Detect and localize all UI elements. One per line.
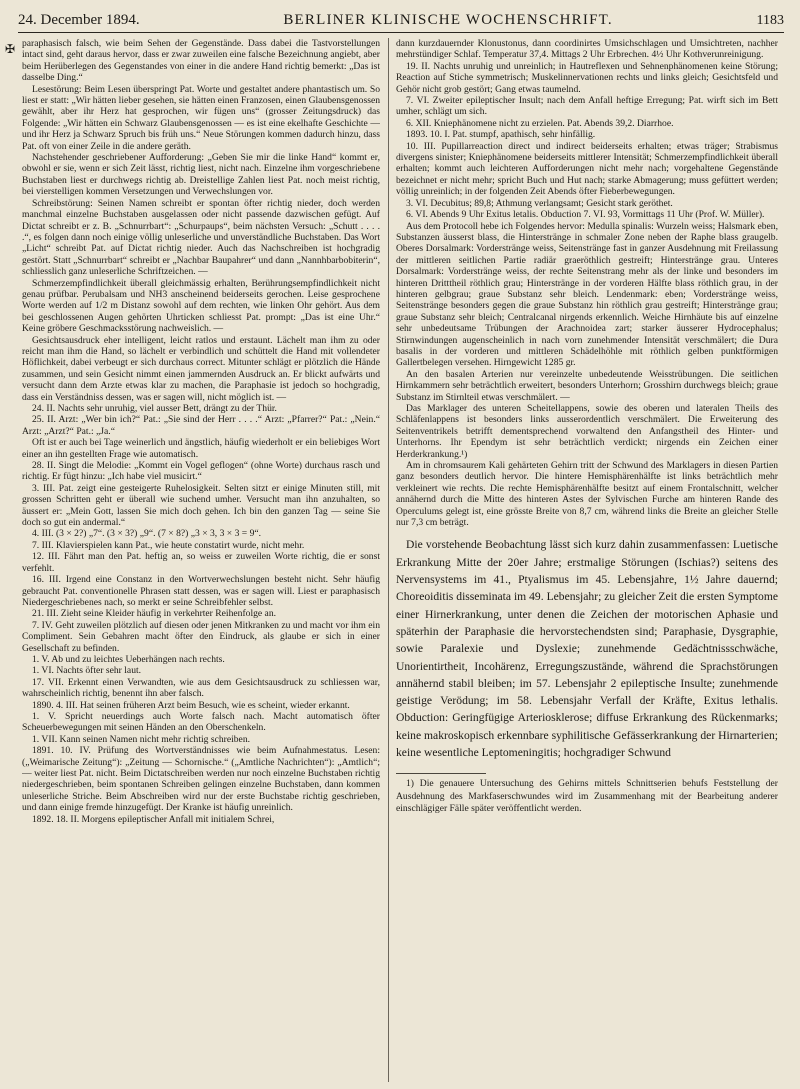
- paragraph: Lesestörung: Beim Lesen überspringt Pat. Worte und gestaltet andere phantastisch um. So liest er statt: „Wir hätten lieber gesehen, sie hätten einen Franzosen, einen Glaubensgenossen gewählt, aber ihr Herz hat gesprochen, wir fügen uns“ (grosser Zeitungsdruck) das Folgende: „Wir hätten ein Schwarz Glaubensgenossen — es ist eine ekelhafte Geschichte — und ihr Herz ja Schwarz Spruch bis früh uns.“ Neue Störungen kommen dadurch hinzu, dass Pat. oft von einer Zeile in die andere geräth.: [22, 83, 380, 152]
- footnote-rule: [396, 773, 486, 774]
- margin-mark: ✠: [5, 42, 16, 56]
- paragraph: 6. VI. Abends 9 Uhr Exitus letalis. Obduction 7. VI. 93, Vormittags 11 Uhr (Prof. W. Müller).: [406, 209, 765, 221]
- paragraph: Schmerzempfindlichkeit überall gleichmässig erhalten, Berührungsempfindlichkeit nicht genau prüfbar. Perubalsam und NH3 anscheinend beiderseits gerochen. Leise gesprochene Worte werden auf 1/2 m Distanz sowohl auf dem rechten, wie linken Ohr gehört. Aus dem bei geschlossenen Augen gehörten Uhrticken schliesst Pat. prompt: „Das ist eine Uhr.“ Keine gröbere Geschmacksstörung nachweislich. —: [22, 277, 380, 335]
- paragraph: 1890. 4. III. Hat seinen früheren Arzt beim Besuch, wie es scheint, wieder erkannt.: [32, 699, 350, 711]
- paragraph: 7. IV. Geht zuweilen plötzlich auf diesen oder jenen Mitkranken zu und macht vor ihm ein Compliment. Sein Gebahren macht öfter den Eindruck, als glaube er sich in einer Gesellschaft zu befinden.: [22, 619, 380, 654]
- paragraph: Am in chromsaurem Kali gehärteten Gehirn tritt der Schwund des Marklagers in diesen Partien ganz besonders deutlich hervor. Die hintere Hemisphärenhälfte ist links beträchtlich mehr verkleinert wie rechts. Die rechte Hemisphärenhälfte besitzt auf einem Frontalschnitt, welcher annähernd durch die Mitte des hinteren Astes der Sylvischen Furche am hinteren Rande des Operculums gelegt ist, eine grösste Breite von 8,7 cm, während links die Breite an gleicher Stelle nur 7,3 cm beträgt.: [396, 460, 778, 529]
- paragraph: 17. VII. Erkennt einen Verwandten, wie aus dem Gesichtsausdruck zu schliessen war, wahrscheinlich richtig, benennt ihn aber falsch.: [22, 676, 380, 700]
- paragraph: 1892. 18. II. Morgens epileptischer Anfall mit initialem Schrei,: [32, 813, 275, 825]
- paragraph: Schreibstörung: Seinen Namen schreibt er spontan öfter richtig nieder, doch werden manchmal einzelne Buchstaben ausgelassen oder nicht passende dazwischen gefügt. Auf Dictat schreibt er z. B. „Schnurrbart“: „Schurpaups“, beim nächsten Versuch: „Schutt . . . . .“, es folgen dann noch einige völlig unleserliche und unverständliche Buchstaben. Das Wort „Licht“ schreibt Pat. auf Dictat richtig nieder. Auch das Nachschreiben ist hochgradig gestört. Statt „Schnurrbart“ schreibt er „Nachbar Baupahrer“ und dann „Nannhbarbobiterin“, schliesslich ganz unleserliche Schriftzeichen. —: [22, 197, 380, 278]
- footnote: 1) Die genauere Untersuchung des Gehirns mittels Schnittserien behufs Feststellung der Ausdehnung des Markfaserschwundes wird im Zusammenhang mit der Bearbeitung anderer einschlägiger Fälle später veröffentlicht werden.: [396, 778, 778, 814]
- paragraph: 4. III. (3 × 2?) „7“. (3 × 3?) „9“. (7 × 8?) „3 × 3, 3 × 3 = 9“.: [32, 528, 262, 540]
- paragraph: 24. II. Nachts sehr unruhig, viel ausser Bett, drängt zu der Thür.: [32, 403, 277, 414]
- paragraph: 1. VI. Nachts öfter sehr laut.: [32, 665, 142, 677]
- paragraph: 28. II. Singt die Melodie: „Kommt ein Vogel geflogen“ (ohne Worte) durchaus rasch und richtig. Er fügt hinzu: „Ich habe viel musicirt.“: [22, 460, 380, 483]
- left-column: [22, 38, 380, 1084]
- paragraph: 25. II. Arzt: „Wer bin ich?“ Pat.: „Sie sind der Herr . . . .“ Arzt: „Pfarrer?“ Pat.: „Nein.“ Arzt: „Arzt?“ Pat.: „Ja.“: [22, 414, 380, 437]
- paragraph: An den basalen Arterien nur vereinzelte unbedeutende Weisstrübungen. Die seitlichen Hirnkammern sehr beträchtlich erweitert, besonders Unterhorn; Grosshirn durchwegs bleich; graue Substanz im Stirnlteil etwas verschmälert. —: [396, 368, 778, 403]
- paragraph: 21. III. Zieht seine Kleider häufig in verkehrter Reihenfolge an.: [32, 608, 277, 620]
- paragraph: 1893. 10. I. Pat. stumpf, apathisch, sehr hinfällig.: [406, 129, 596, 141]
- paragraph: Aus dem Protocoll hebe ich Folgendes hervor: Medulla spinalis: Wurzeln weiss; Halsmark eben, Substanzen äusserst blass, die Hinterstränge in schmaler Zone neben der Raphe blass graugelb. Oberes Dorsalmark: Vorderstränge weiss, Seitenstränge fast in ganzer Ausdehnung mit Freilassung der mittleren seitlichen Partie radiär graeröthlich gestreift; Hinterstränge grau. Unteres Dorsalmark: Vorderstränge weiss, der rechte Seitenstrang mehr als der linke und besonders im hinteren Dritttheil röthlich grau; Hinterstränge in der vorderen Hälfte blass röthlich grau, in der hinteren gelbgrau; graue Substanz sehr bleich. Lendenmark: eben; Vorderstränge weiss, Seitenstränge besonders gegen die graue Substanz hin röthlich grau gestreift; Hinterstränge grau; graue Substanz sehr bleich; Centralcanal nirgends erkennlich. Weiche Hirnhäute bis auf einzelne sehr unbedeutsame Trübungen der Arachnoidea zart; starker äusserer Hydrocephalus; Stirnwindungen augenscheinlich in nach vorn zunehmender Intensität verschmälert; die Dura basalis in der vorderen und mittleren Schädelhöhle mit röthlich gelben punktförmigen Gallertbelegen versehen. Hirngewicht 1285 gr.: [396, 220, 778, 369]
- page-number: 1183: [756, 13, 784, 28]
- paragraph: Gesichtsausdruck eher intelligent, leicht ratlos und erstaunt. Lächelt man ihm zu oder reicht man ihm die Hand, so lächelt er verbindlich und schüttelt die Hand mit vollendeter Höflichkeit, dabei verbeugt er sich durchaus correct. Mitunter schlägt er plötzlich die Hände zusammen, und sein Gesicht nimmt einen jammernden Ausdruck an. Er blickt aufwärts und versucht dann dem Arzte etwas klar zu machen, die Paraphasie ist jedoch so hochgradig, dass ein Verständniss dessen, was er sagen will, nicht möglich ist. —: [22, 334, 380, 403]
- right-column: [396, 38, 778, 1084]
- paragraph: 12. III. Fährt man den Pat. heftig an, so weiss er zuweilen Worte richtig, die er sonst verfehlt.: [22, 551, 380, 574]
- paragraph: dann kurzdauernder Klonustonus, dann coordinirtes Umsichschlagen und Umsichtreten, nachher mehrstündiger Schlaf. Temperatur 37,4. Mittags 2 Uhr Erbrechen. 4½ Uhr Kothverunreinigung.: [396, 38, 778, 61]
- summary-paragraph: Die vorstehende Beobachtung lässt sich kurz dahin zusammenfassen: Luetische Erkrankung Mitte der 20er Jahre; erstmalige Störungen (Ischias?) seitens des Nervensystems im 41., Ptyalismus im 45. Lebensjahre, 1½ Jahre dauernd; Choreoiditis disseminata im 49. Lebensjahr; zu gleicher Zeit die ersten Symptome einer Hirnerkrankung, unter denen die Zeichen der motorischen Aphasie und späterhin der Paraphasie die hervorstechendsten sind; Paraphasie, Dysgraphie, sowie Paralexie und Dyslexie; zunehmende Gedächtnissschwäche, Unorientirtheit, Incohärenz, Erregungszustände, während die Sprachstörungen annähernd stabil bleiben; im 57. Lebensjahr 2 epileptische Insulte; zunehmende geistige Verödung; im 58. Lebensjahr Verfall der Kräfte, Exitus lethalis. Obduction: Geringfügige Arteriosklerose; diffuse Erkrankung des Rückenmarks; keine makroskopisch erkennbare syphilitische Gefässerkrankung der Hirnarterien; keine wesentliche Leptomeningitis; hochgradiger Schwund: [396, 538, 778, 760]
- paragraph: 10. III. Pupillarreaction direct und indirect beiderseits erhalten; etwas träger; Strabismus divergens sinister; Kniephänomene beiderseits mittlerer Intensität; Schmerzempfindlichkeit überall erhalten; kommt auch leichteren Aufforderungen nicht mehr nach; vorgehaltene Gegenstände bezeichnet er nicht mehr; spricht Buch und Hut nach; starke Abmagerung; muss gefüttert werden; völlig unreinlich; in der folgenden Zeit Abends öfter Fieberbewegungen.: [396, 140, 778, 198]
- paragraph: 19. II. Nachts unruhig und unreinlich; in Hautreflexen und Sehnenphänomenen keine Störung; Reaction auf Stiche symmetrisch; Muskelinnervationen rechts und links gleich; Gesichtsfeld und Gehör nicht grob gestört; Gang etwas taumelnd.: [396, 60, 778, 95]
- paragraph: 1. VII. Kann seinen Namen nicht mehr richtig schreiben.: [32, 733, 251, 745]
- paragraph: Oft ist er auch bei Tage weinerlich und ängstlich, häufig wiederholt er ein beliebiges Wort einer an ihn gestellten Frage wie automatisch.: [22, 437, 380, 460]
- header-date: 24. December 1894.: [18, 12, 140, 28]
- paragraph: 3. III. Pat. zeigt eine gesteigerte Ruhelosigkeit. Selten sitzt er einige Minuten still, mit grossen Schritten geht er überall wie suchend umher. Versucht man ihn anzuhalten, so äussert er: „Mein Gott, lassen Sie mich doch gehen. Ich bin den ganzen Tag — seine Sie doch so gut ein andermal.“: [22, 482, 380, 529]
- column-divider: [388, 38, 389, 1082]
- page-header: [18, 4, 784, 33]
- paragraph: 1. V. Ab und zu leichtes Ueberhängen nach rechts.: [32, 653, 225, 665]
- paragraph: 6. XII. Kniephänomene nicht zu erzielen. Pat. Abends 39,2. Diarrhoe.: [406, 117, 674, 129]
- paragraph: 7. VI. Zweiter epileptischer Insult; nach dem Anfall heftige Erregung; Pat. wirft sich im Bett umher, schlägt um sich.: [396, 95, 778, 118]
- paragraph: Das Marklager des unteren Scheitellappens, sowie des oberen und lateralen Theils des Schläfenlappens ist besonders links ausserordentlich verschmälert. Die Erweiterung des Seitenventrikels betrifft dementsprechend vorwaltend den Anfangstheil des Hinter- und Unterhorns. Ihr Ependym ist sehr beträchtlich verdickt; nirgends ein Zeichen einer Herderkrankung.¹): [396, 403, 778, 460]
- paragraph: 16. III. Irgend eine Constanz in den Wortverwechslungen besteht nicht. Sehr häufig gebraucht Pat. conventionelle Phrasen statt dessen, was er sagen will. Liest er paraphasisch Niedergeschriebenes nach, so merkt er seine Schreibfehler selbst.: [22, 574, 380, 608]
- paragraph: Nachstehender geschriebener Aufforderung: „Geben Sie mir die linke Hand“ kommt er, obwohl er sie, wenn er sich Zeit lässt, richtig liest, nicht nach. Einzelne ihm vorgeschriebene Buchstaben liest er durchwegs richtig ab. Dreistellige Zahlen liest Pat. noch meist richtig, bei vierstelligen kommen Versetzungen und Verwechslungen vor.: [22, 152, 380, 198]
- journal-title: BERLINER KLINISCHE WOCHENSCHRIFT.: [283, 12, 613, 28]
- paragraph: 1891. 10. IV. Prüfung des Wortverständnisses wie beim Aufnahmestatus. Lesen: („Weimarische Zeitung“): „Zeitung — Schornische.“ („Amtliche Nachrichten“): „Amtlich“; — weiter liest Pat. nicht. Beim Dictatschreiben werden nur noch einzelne Buchstaben richtig niedergeschrieben, beim spontanen Schreiben gelingen einzelne Buchstaben, dann kommen unleserliche Striche. Beim Abschreiben wird nur der erste Buchstabe richtig geschrieben, und dann einige fremde hinzugefügt. Der Kranke ist häufig unreinlich.: [22, 745, 380, 814]
- paragraph: paraphasisch falsch, wie beim Sehen der Gegenstände. Dass dabei die Tastvorstellungen intact sind, geht daraus hervor, dass er zwar zuweilen eine falsche Bezeichnung angiebt, aber beim Herüberlegen des Gegenstandes von einer in die andere Hand richtig bemerkt: „Das ist dasselbe Ding.“: [22, 38, 380, 84]
- paragraph: 7. III. Klavierspielen kann Pat., wie heute constatirt wurde, nicht mehr.: [32, 539, 305, 551]
- paragraph: 1. V. Spricht neuerdings auch Worte falsch nach. Macht automatisch öfter Scheuerbewegungen mit seinen Händen an den Oberschenkeln.: [22, 710, 380, 734]
- paragraph: 3. VI. Decubitus; 89,8; Athmung verlangsamt; Gesicht stark geröthet.: [406, 197, 673, 209]
